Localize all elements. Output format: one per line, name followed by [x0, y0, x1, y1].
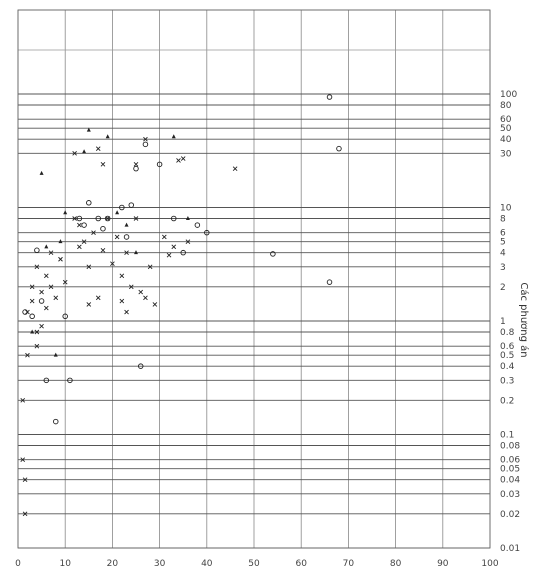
data-point-cross — [134, 162, 138, 166]
y-tick-label: 0.02 — [500, 509, 521, 520]
data-point-circle — [39, 299, 44, 304]
data-point-cross — [44, 306, 48, 310]
data-point-cross — [44, 274, 48, 278]
data-point-cross — [58, 257, 62, 261]
data-point-circle — [23, 310, 28, 315]
y-tick-label: 40 — [500, 135, 512, 146]
y-tick-label: 2 — [500, 282, 506, 293]
data-point-circle — [143, 142, 148, 147]
y-tick-label: 10 — [500, 203, 512, 214]
data-point-circle — [87, 201, 92, 206]
data-point-cross — [101, 162, 105, 166]
data-point-circle — [337, 146, 342, 151]
data-point-circle — [195, 223, 200, 228]
y-tick-label: 0.03 — [500, 489, 521, 500]
y-tick-label: 60 — [500, 115, 512, 126]
y-tick-label: 3 — [500, 262, 506, 273]
data-point-cross — [162, 235, 166, 239]
data-point-triangle — [40, 171, 44, 175]
data-point-triangle — [106, 134, 110, 138]
data-point-triangle — [44, 244, 48, 248]
data-point-circle — [124, 235, 129, 240]
data-point-cross — [77, 223, 81, 227]
data-point-cross — [30, 299, 34, 303]
x-tick-label: 10 — [59, 559, 71, 569]
data-point-triangle — [58, 239, 62, 243]
data-point-cross — [40, 324, 44, 328]
data-point-circle — [53, 419, 58, 424]
y-tick-label: 0.2 — [500, 396, 515, 407]
data-point-cross — [54, 296, 58, 300]
data-point-cross — [40, 290, 44, 294]
data-point-cross — [153, 302, 157, 306]
x-tick-label: 80 — [389, 559, 402, 569]
y-tick-label: 0.6 — [500, 342, 515, 353]
data-point-cross — [125, 310, 129, 314]
data-point-triangle — [115, 210, 119, 214]
y-tick-label: 0.5 — [500, 351, 515, 362]
data-point-triangle — [63, 210, 67, 214]
data-point-triangle — [172, 134, 176, 138]
y-tick-label: 0.8 — [500, 327, 515, 338]
data-point-cross — [115, 235, 119, 239]
data-point-cross — [181, 157, 185, 161]
data-point-cross — [77, 245, 81, 249]
y-tick-label: 1 — [500, 317, 506, 327]
x-tick-label: 60 — [295, 559, 307, 569]
data-point-cross — [139, 290, 143, 294]
x-tick-label: 50 — [248, 559, 260, 569]
x-tick-label: 100 — [481, 559, 499, 569]
data-point-circle — [327, 95, 332, 100]
y-tick-labels — [500, 90, 520, 554]
y-tick-label: 30 — [500, 149, 512, 160]
y-tick-label: 8 — [500, 214, 506, 225]
y-tick-label: 6 — [500, 228, 506, 239]
x-tick-label: 90 — [437, 559, 449, 569]
y-tick-label: 0.1 — [500, 430, 515, 441]
y-tick-label: 5 — [500, 237, 506, 248]
y-tick-label: 0.4 — [500, 362, 515, 373]
data-point-circle — [129, 203, 134, 208]
data-point-triangle — [125, 223, 129, 227]
data-point-circle — [30, 314, 35, 319]
data-point-cross — [96, 147, 100, 151]
data-point-cross — [120, 274, 124, 278]
y-tick-label: 0.08 — [500, 441, 521, 452]
x-tick-label: 20 — [106, 559, 119, 569]
vertical-gridlines — [18, 10, 490, 548]
data-point-circle — [82, 223, 87, 228]
y-tick-label: 50 — [500, 124, 512, 135]
x-tick-label: 70 — [342, 559, 355, 569]
y-axis-label: Các phương án — [518, 282, 529, 358]
y-tick-label: 0.04 — [500, 475, 521, 486]
y-tick-label: 80 — [500, 100, 512, 111]
y-tick-label: 4 — [500, 248, 506, 259]
y-tick-label: 0.01 — [500, 544, 521, 554]
data-point-cross — [172, 245, 176, 249]
data-point-triangle — [82, 149, 86, 153]
data-point-triangle — [134, 250, 138, 254]
data-point-cross — [233, 167, 237, 171]
x-tick-label: 40 — [201, 559, 213, 569]
data-point-triangle — [30, 329, 34, 333]
data-point-cross — [96, 296, 100, 300]
data-point-circle — [35, 248, 40, 253]
y-tick-label: 0.06 — [500, 455, 521, 466]
data-point-circle — [327, 280, 332, 285]
data-point-cross — [143, 296, 147, 300]
x-tick-label: 0 — [15, 559, 21, 569]
x-tick-labels — [15, 559, 499, 569]
data-point-cross — [120, 299, 124, 303]
data-point-circle — [101, 226, 106, 231]
data-point-triangle — [186, 216, 190, 220]
data-point-cross — [167, 253, 171, 257]
data-point-circle — [134, 166, 139, 171]
data-point-cross — [87, 302, 91, 306]
y-tick-label: 100 — [500, 90, 518, 100]
y-tick-label: 0.05 — [500, 464, 521, 475]
data-points — [21, 95, 342, 516]
data-point-cross — [176, 158, 180, 162]
data-point-cross — [101, 248, 105, 252]
x-tick-label: 30 — [153, 559, 166, 569]
y-tick-label: 0.3 — [500, 376, 515, 387]
data-point-triangle — [54, 353, 58, 357]
